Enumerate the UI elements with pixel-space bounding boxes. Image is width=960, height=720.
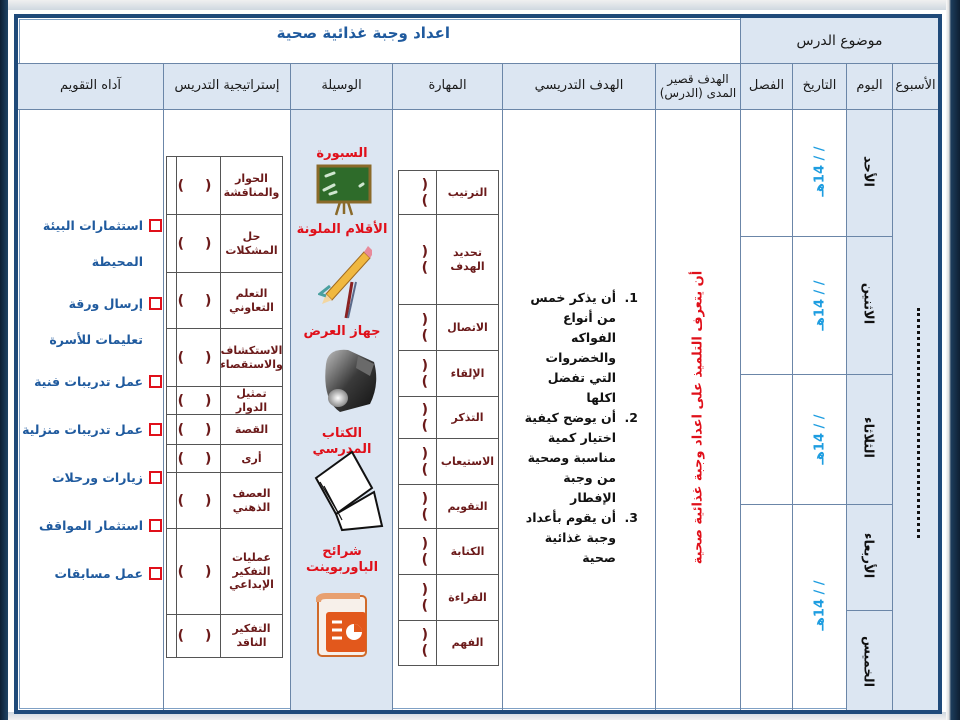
strategy-row[interactable]: العصف الذهني ( ) [167, 473, 282, 529]
book-icon [312, 448, 384, 532]
checkbox-icon[interactable] [149, 567, 162, 580]
checkbox-icon[interactable] [149, 471, 162, 484]
class-column [740, 110, 792, 710]
lesson-plan-table [14, 14, 942, 714]
checkbox-icon[interactable] [149, 423, 162, 436]
chalkboard-icon [316, 164, 372, 216]
evaluation-list [22, 208, 162, 604]
topic-label: موضوع الدرس [740, 18, 938, 64]
skills-table [398, 170, 499, 666]
week-column [892, 110, 938, 710]
header-short-goal: الهدف قصير المدى (الدرس) [655, 64, 740, 110]
skill-row[interactable]: التقويم ( ) [399, 485, 498, 529]
strategy-row[interactable]: القصة ( ) [167, 415, 282, 445]
evaluation-item[interactable]: زيارات ورحلات [22, 460, 162, 496]
header-teaching-goal: الهدف التدريسي [502, 64, 655, 110]
short-goal-text: أن يتعرف التلميذ على اعداد وجبة غذائية صحية [690, 270, 706, 565]
header-skill: المهارة [392, 64, 502, 110]
powerpoint-icon [316, 592, 372, 660]
evaluation-item[interactable]: إرسال ورقة تعليمات للأسرة [22, 286, 162, 358]
row-divider [846, 610, 892, 611]
header-day: اليوم [846, 64, 892, 110]
evaluation-item[interactable]: عمل مسابقات [22, 556, 162, 592]
day-sunday: الأحد [860, 155, 876, 187]
objective-item: 3. أن يقوم بأعداد وجبة غذائية صحية [525, 510, 638, 565]
checkbox-icon[interactable] [149, 519, 162, 532]
strategies-table [166, 156, 283, 658]
row-divider [740, 504, 892, 505]
strategy-row[interactable]: الاستكشاف والاستقصاء ( ) [167, 329, 282, 387]
evaluation-item[interactable]: عمل تدريبات منزلية [22, 412, 162, 448]
window-frame-top [8, 0, 946, 10]
media-label: شرائح الباوربوينت [305, 544, 379, 575]
header-week: الأسبوع [892, 64, 938, 110]
day-monday: الاثنين [860, 282, 876, 325]
lesson-title-cell [18, 18, 740, 64]
strategy-row[interactable]: حل المشكلات ( ) [167, 215, 282, 273]
checkbox-icon[interactable] [149, 375, 162, 388]
strategy-row[interactable]: تمثيل الدوار ( ) [167, 387, 282, 415]
window-frame-right [946, 0, 960, 720]
strategy-row[interactable]: عمليات التفكير الإبداعي ( ) [167, 529, 282, 615]
skill-row[interactable]: الإلقاء ( ) [399, 351, 498, 397]
skill-row[interactable]: الفهم ( ) [399, 621, 498, 665]
checkbox-icon[interactable] [149, 219, 162, 232]
media-label: جهاز العرض [303, 324, 381, 339]
objective-item: 2. أن يوضح كيفية اختيار كمية مناسبة وصحية من وجبة الإفطار [524, 410, 638, 505]
strategy-row[interactable]: التفكير الناقد ( ) [167, 615, 282, 657]
objective-item: 1. أن يذكر خمس من أنواع الفواكه والخضروات التي تفضل اكلها [530, 290, 638, 405]
lesson-title: اعداد وجبة غذائية صحية [276, 24, 450, 42]
media-label: الكتاب المدرسي [312, 426, 372, 457]
media-label: الأقلام الملونة [296, 222, 388, 237]
skill-row[interactable]: الاتصال ( ) [399, 305, 498, 351]
skill-row[interactable]: الترتيب ( ) [399, 171, 498, 215]
strategy-row[interactable]: التعلم التعاوني ( ) [167, 273, 282, 329]
strategy-row[interactable]: أرى ( ) [167, 445, 282, 473]
strategy-row[interactable]: الحوار والمناقشة ( ) [167, 157, 282, 215]
date-wednesday-thursday[interactable]: / / 14هـ [812, 580, 828, 631]
header-date: التاريخ [792, 64, 846, 110]
media-label: السبورة [316, 146, 368, 161]
projector-icon [318, 344, 382, 416]
day-wednesday: الأربعاء [860, 532, 876, 579]
pencils-icon [318, 242, 372, 320]
day-thursday: الخميس [860, 635, 876, 688]
skill-row[interactable]: تحديد الهدف ( ) [399, 215, 498, 305]
date-tuesday[interactable]: / / 14هـ [812, 414, 828, 465]
skill-row[interactable]: التذكر ( ) [399, 397, 498, 439]
header-evaluation: آداه التقويم [18, 64, 163, 110]
evaluation-item[interactable]: استثمار المواقف [22, 508, 162, 544]
row-divider [740, 374, 892, 375]
evaluation-item[interactable]: عمل تدريبات فنية [22, 364, 162, 400]
checkbox-icon[interactable] [149, 297, 162, 310]
row-divider [740, 236, 892, 237]
date-monday[interactable]: / / 14هـ [812, 280, 828, 331]
window-frame-left [0, 0, 8, 720]
week-value[interactable] [917, 308, 920, 538]
date-sunday[interactable]: / / 14هـ [812, 146, 828, 197]
header-strategy: إستراتيجية التدريس [163, 64, 290, 110]
teaching-objectives [520, 288, 638, 568]
evaluation-item[interactable]: استثمارات البيئة المحيطة [22, 208, 162, 280]
header-media: الوسيلة [290, 64, 392, 110]
header-class: الفصل [740, 64, 792, 110]
day-tuesday: الثلاثاء [860, 417, 876, 458]
skill-row[interactable]: القراءة ( ) [399, 575, 498, 621]
skill-row[interactable]: الاستيعاب ( ) [399, 439, 498, 485]
skill-row[interactable]: الكتابة ( ) [399, 529, 498, 575]
